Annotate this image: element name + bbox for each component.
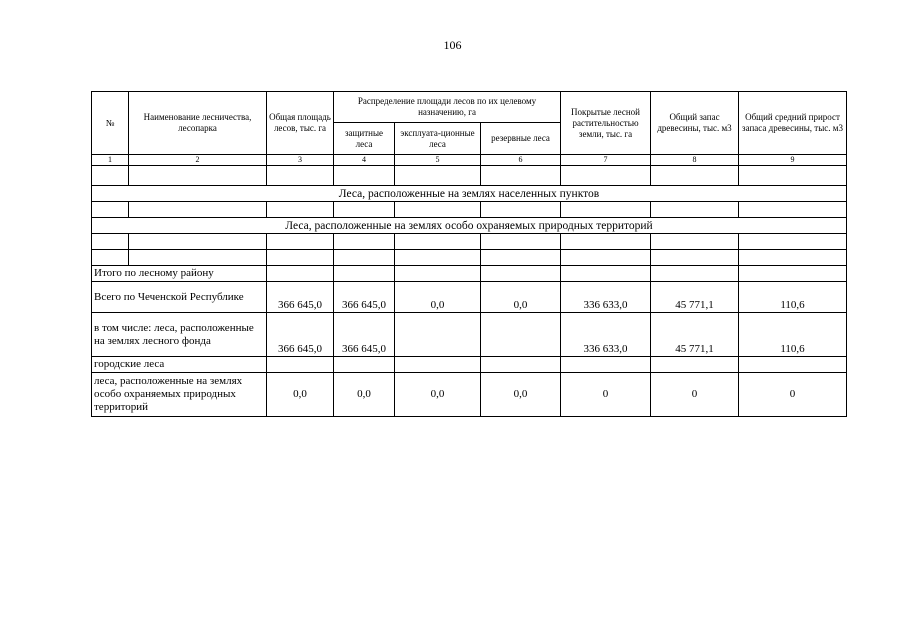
table-row-urban [92,357,847,373]
row-label: Итого по лесному району [92,266,267,282]
cell-area: 0,0 [267,373,334,417]
header-col-growth: Общий средний прирост запаса древесины, тыс. м3 [739,92,847,155]
row-label: в том числе: леса, расположенные на землях лесного фонда [92,313,267,357]
cell-growth: 110,6 [739,282,847,313]
table-row-empty [92,166,847,186]
cell-reserve: 0,0 [481,373,561,417]
header-col-area: Общая площадь лесов, тыс. га [267,92,334,155]
table-row-forest-fund [92,313,847,357]
header-col-exploitation: эксплуата-ционные леса [395,123,481,155]
column-numbers-row [92,155,847,166]
table-row-republic-total [92,282,847,313]
cell-growth: 110,6 [739,313,847,357]
cell-area: 366 645,0 [267,313,334,357]
header-col-covered: Покрытые лесной растительностью земли, тыс. га [561,92,651,155]
cell-protective: 366 645,0 [334,313,395,357]
cell-stock: 0 [651,373,739,417]
header-col-protective: защитные леса [334,123,395,155]
table-row-empty [92,234,847,250]
cell-exploitation: 0,0 [395,282,481,313]
cell-exploitation: 0,0 [395,373,481,417]
column-number: 4 [334,155,395,166]
table-row-empty [92,250,847,266]
header-col-reserve: резервные леса [481,123,561,155]
table-row-protected-areas [92,373,847,417]
column-number: 8 [651,155,739,166]
row-label: леса, расположенные на землях особо охраняемых природных территорий [92,373,267,417]
section-title-protected: Леса, расположенные на землях особо охраняемых природных территорий [92,218,847,234]
row-label: городские леса [92,357,267,373]
column-number: 5 [395,155,481,166]
column-number: 9 [739,155,847,166]
cell-stock: 45 771,1 [651,313,739,357]
table-row-district-total [92,266,847,282]
column-number: 6 [481,155,561,166]
header-col-name: Наименование лесничества, лесопарка [129,92,267,155]
section-title-settlements: Леса, расположенные на землях населенных пунктов [92,186,847,202]
cell-reserve: 0,0 [481,282,561,313]
section-row-settlements [92,186,847,202]
page-number: 106 [443,38,462,52]
header-col-distribution: Распределение площади лесов по их целевому назначению, га [334,92,561,123]
header-col-no: № [92,92,129,155]
column-number: 3 [267,155,334,166]
column-number: 7 [561,155,651,166]
cell-protective: 0,0 [334,373,395,417]
section-row-protected [92,218,847,234]
table-row-empty [92,202,847,218]
cell-growth: 0 [739,373,847,417]
cell-covered: 336 633,0 [561,282,651,313]
header-row-top [92,92,847,123]
cell-area: 366 645,0 [267,282,334,313]
column-number: 1 [92,155,129,166]
forest-distribution-table [91,91,847,417]
cell-covered: 336 633,0 [561,313,651,357]
column-number: 2 [129,155,267,166]
cell-stock: 45 771,1 [651,282,739,313]
cell-covered: 0 [561,373,651,417]
cell-protective: 366 645,0 [334,282,395,313]
header-col-stock: Общий запас древесины, тыс. м3 [651,92,739,155]
row-label: Всего по Чеченской Республике [92,282,267,313]
